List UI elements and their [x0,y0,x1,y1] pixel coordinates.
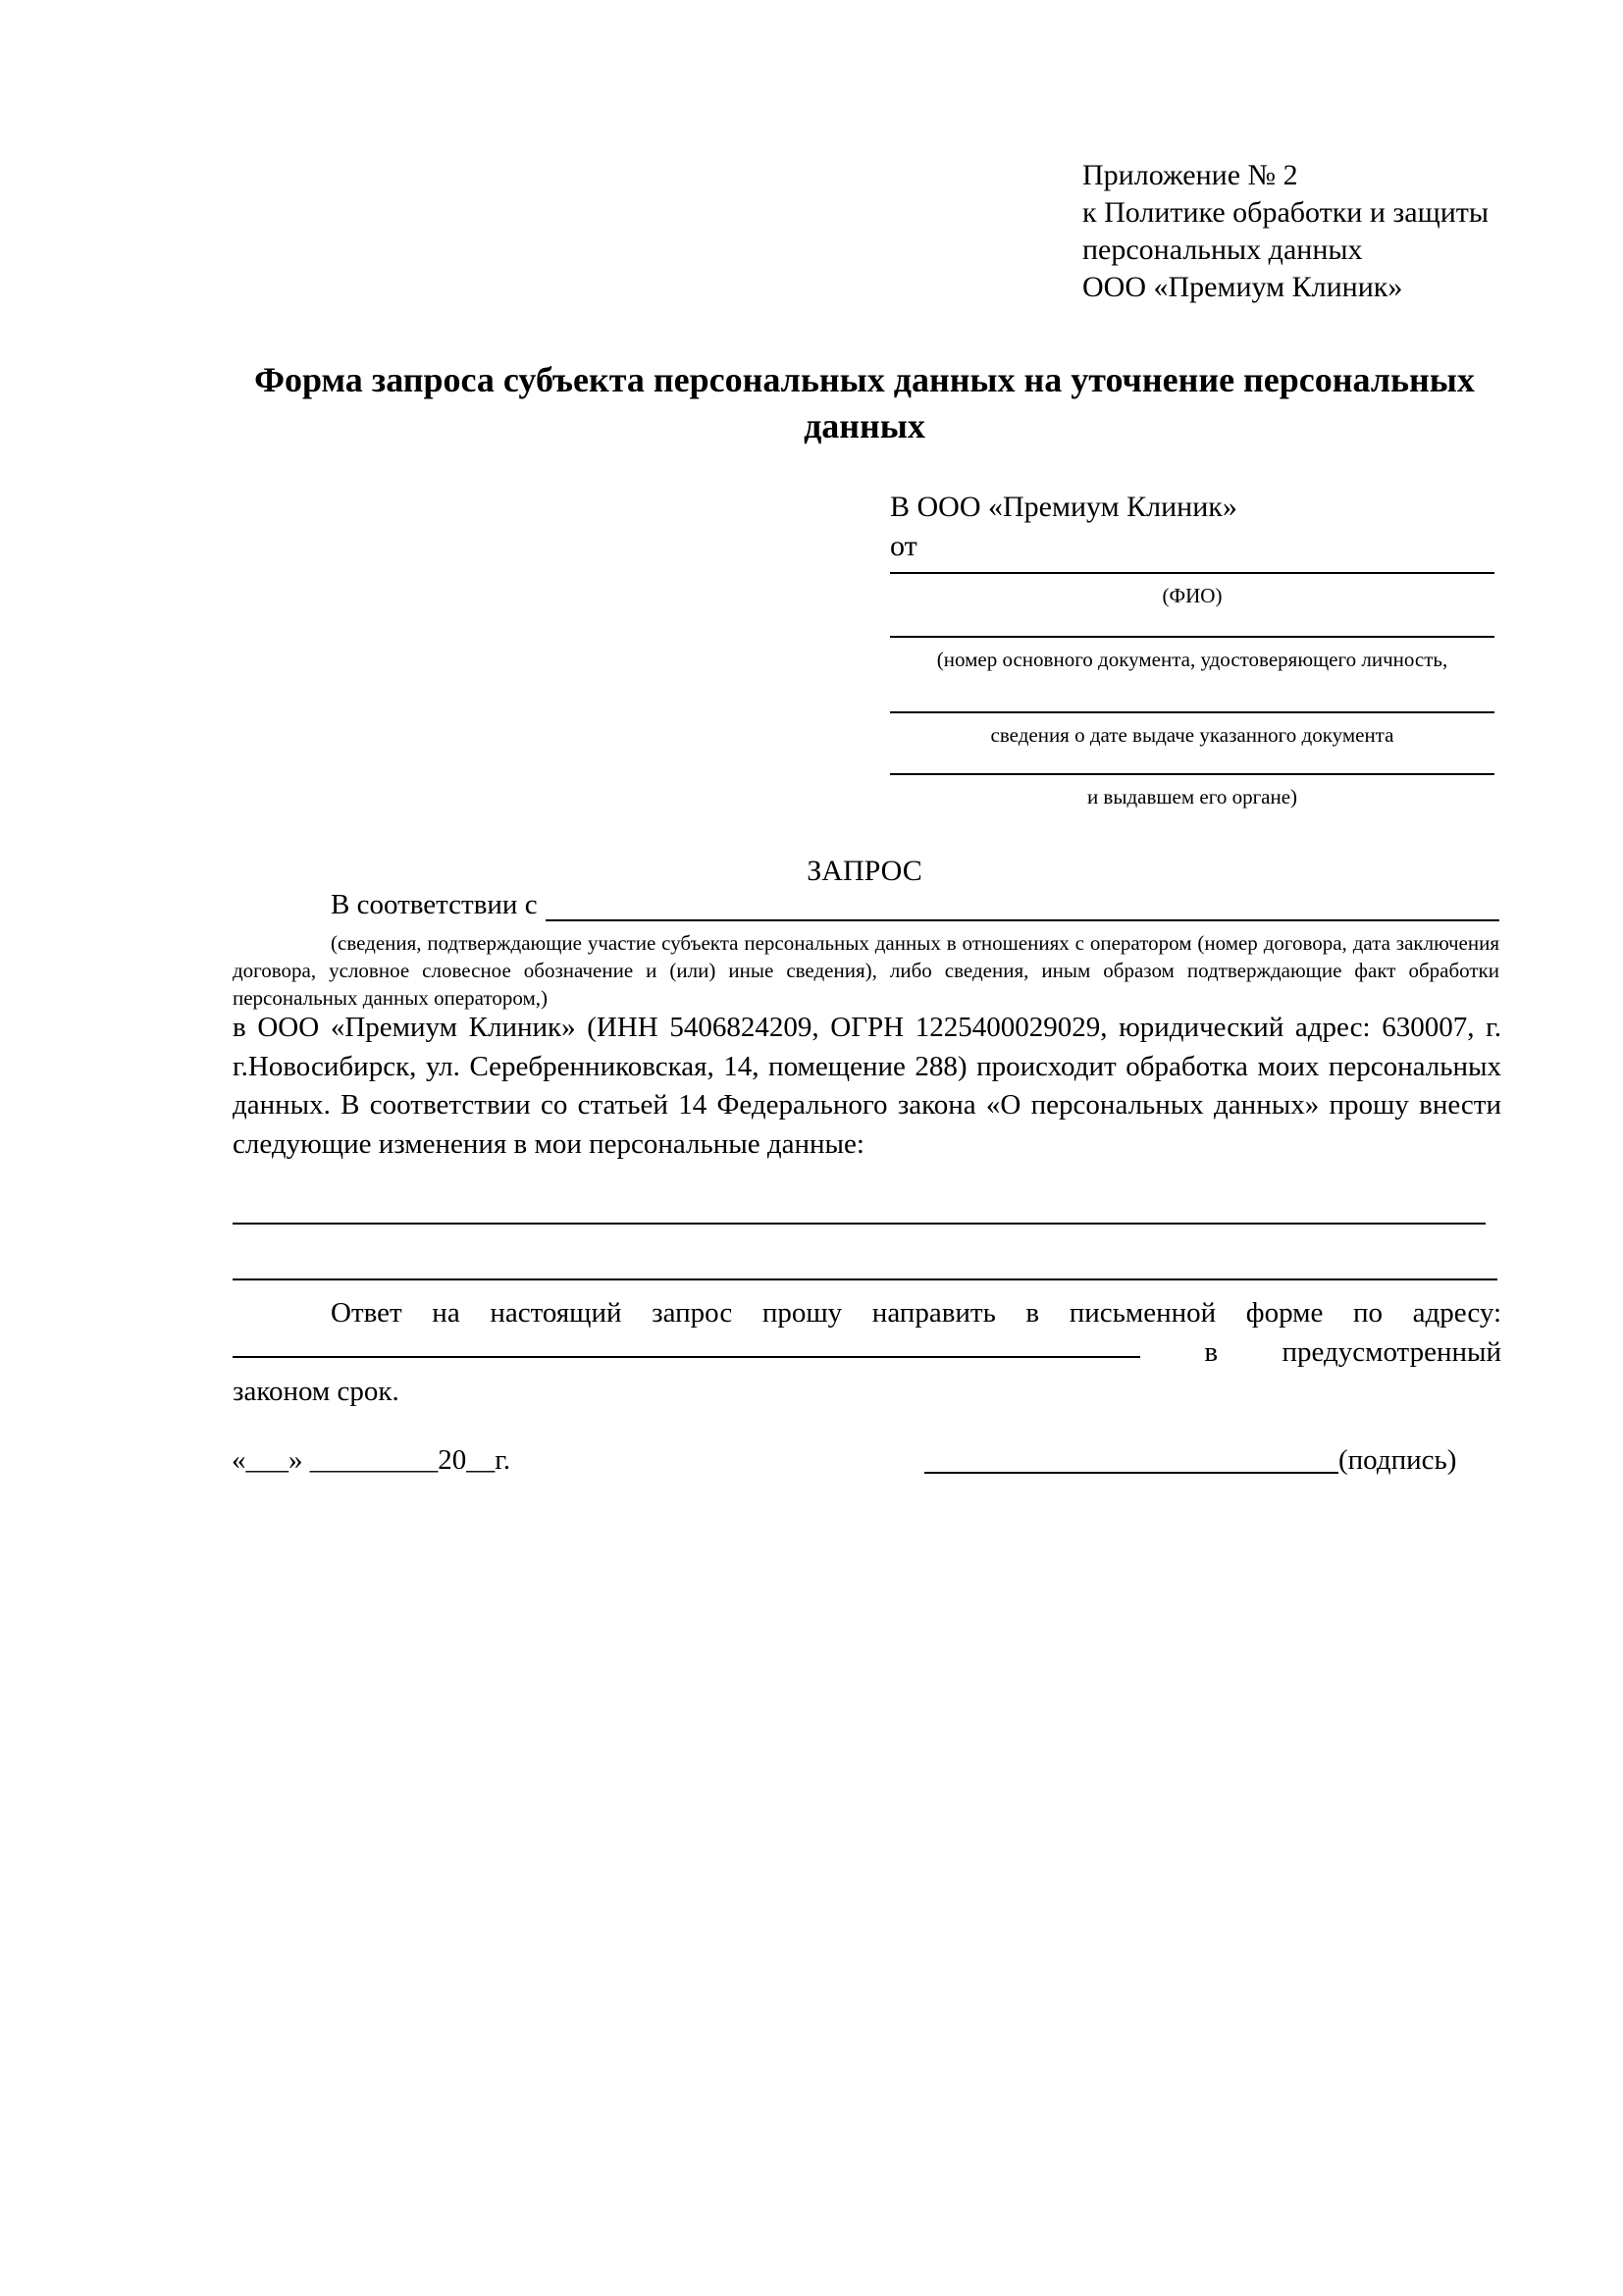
signature-blank-line [924,1470,1338,1474]
appendix-line-4: ООО «Премиум Клиник» [1082,271,1403,303]
signature-caption: (подпись) [1338,1444,1457,1476]
answer-paragraph [233,1293,1501,1411]
addressee-to: В ООО «Премиум Клиник» [890,491,1237,523]
doc-number-caption: (номер основного документа, удостоверяющего личность, [936,648,1448,671]
answer-line-2 [233,1332,1501,1372]
addressee-block [890,488,1494,810]
addressee-from-label: от [890,530,917,562]
signature-block [924,1440,1456,1480]
date-field: «___» _________20__г. [232,1444,511,1476]
blank-line-2 [233,1278,1497,1280]
doc-issuer-caption: и выдавшем его органе) [1086,785,1298,809]
form-title: Форма запроса субъекта персональных данных на уточнение персональных данных [254,360,1475,445]
appendix-line-3: персональных данных [1082,234,1363,266]
answer-line-3: законом срок. [233,1376,399,1407]
intro-row [233,886,1499,924]
body-paragraph: в ООО «Премиум Клиник» (ИНН 5406824209, ОГРН 1225400029029, юридический адрес: 630007, г. г.Новосибирск, ул. Серебренниковская, 14, помещение 288) происходит обработка моих персональных данных. В соответствии со статьей 14 Федерального закона «О персональных данных» прошу внести следующие изменения в мои персональные данные: [233,1012,1501,1160]
request-heading: ЗАПРОС [807,855,922,887]
answer-word-predusmotrenny: предусмотренный [1282,1336,1501,1368]
appendix-line-1: Приложение № 2 [1082,159,1298,191]
doc-date-field-line [890,673,1494,713]
answer-line-1: Ответ на настоящий запрос прошу направить в письменной форме по адресу: [331,1297,1501,1329]
intro-footnote: (сведения, подтверждающие участие субъекта персональных данных в отношениях с оператором (номер договора, дата заключения договора, условное словесное обозначение и (или) иные сведения), либо сведения, иным образом подтверждающие факт обработки персональных данных оператором,) [233,931,1499,1010]
fio-field-line [890,566,1494,574]
intro-blank-line [546,886,1499,921]
intro-label: В соответствии с [331,889,538,920]
appendix-line-2: к Политике обработки и защиты [1082,196,1490,229]
doc-date-caption: сведения о дате выдаче указанного документа [990,723,1394,747]
answer-word-v: в [1204,1336,1219,1368]
fio-caption: (ФИО) [1162,584,1223,607]
address-blank-line [233,1332,1140,1358]
doc-number-field-line [890,609,1494,638]
blank-line-1 [233,1223,1486,1225]
appendix-note [1082,157,1489,306]
doc-issuer-field-line [890,749,1494,775]
